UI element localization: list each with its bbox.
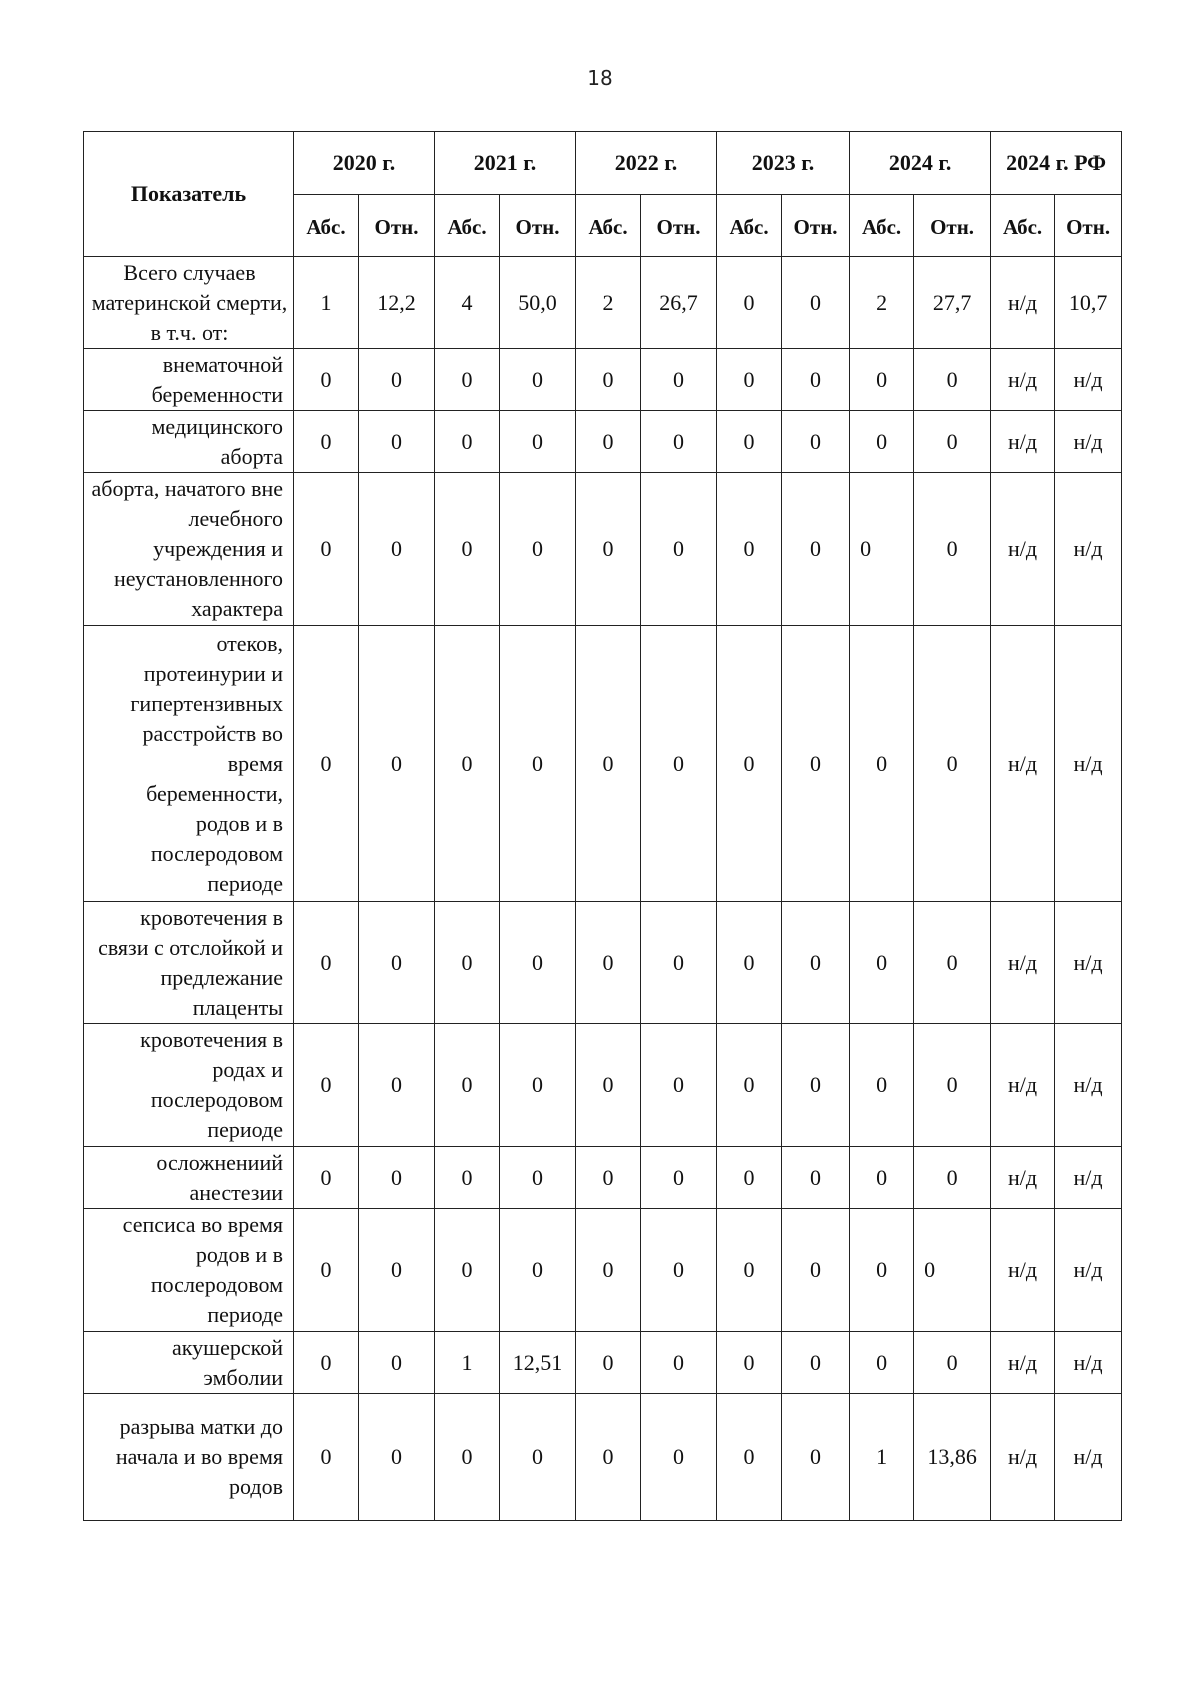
table-cell: 0 [500, 626, 576, 902]
table-cell: 0 [782, 1332, 850, 1394]
table-cell: н/д [991, 349, 1055, 411]
table-cell: 0 [500, 1147, 576, 1209]
table-cell: 0 [717, 1394, 782, 1521]
table-cell: 0 [641, 1332, 717, 1394]
row-label: разрыва матки до начала и во время родов [84, 1394, 294, 1521]
table-cell: 0 [850, 902, 914, 1024]
table-cell: 0 [294, 1024, 359, 1147]
row-label: отеков, протеинурии и гипертензивных расстройств во время беременности, родов и в послеродовом периоде [84, 626, 294, 902]
table-cell: 0 [914, 473, 991, 626]
table-cell: 0 [500, 411, 576, 473]
table-cell: 1 [294, 257, 359, 349]
table-cell: 0 [435, 473, 500, 626]
table-cell: н/д [991, 473, 1055, 626]
table-cell: н/д [1055, 902, 1122, 1024]
table-row [84, 1209, 1122, 1332]
table-cell: 0 [850, 473, 914, 626]
table-cell: 0 [359, 349, 435, 411]
table-cell: 0 [717, 1332, 782, 1394]
table-cell: 0 [782, 411, 850, 473]
table-cell: 0 [850, 1332, 914, 1394]
subheader-abs: Абс. [435, 195, 500, 257]
table-cell: 0 [576, 1332, 641, 1394]
table-cell: 0 [500, 473, 576, 626]
table-cell: 0 [782, 473, 850, 626]
table-cell: 0 [576, 1147, 641, 1209]
table-cell: н/д [1055, 1209, 1122, 1332]
table-cell: 0 [294, 1209, 359, 1332]
table-cell: 0 [435, 1394, 500, 1521]
subheader-abs: Абс. [717, 195, 782, 257]
subheader-rel: Отн. [641, 195, 717, 257]
table-cell: 0 [914, 1209, 991, 1332]
table-cell: 0 [717, 257, 782, 349]
table-cell: 0 [576, 902, 641, 1024]
table-header-years [84, 132, 1122, 195]
row-label: внематочной беременности [84, 349, 294, 411]
table-cell: 0 [850, 1147, 914, 1209]
table-cell: 0 [294, 349, 359, 411]
table-cell: 0 [359, 473, 435, 626]
subheader-rel: Отн. [500, 195, 576, 257]
table-cell: 0 [294, 902, 359, 1024]
table-cell: 0 [576, 349, 641, 411]
table-cell: 0 [576, 1394, 641, 1521]
table-cell: 0 [641, 626, 717, 902]
table-cell: н/д [1055, 1147, 1122, 1209]
table-cell: 0 [914, 902, 991, 1024]
table-row [84, 411, 1122, 473]
table-cell: н/д [1055, 1024, 1122, 1147]
table-cell: 0 [359, 1394, 435, 1521]
table-cell: 0 [717, 473, 782, 626]
table-cell: 0 [359, 1332, 435, 1394]
table-cell: 0 [782, 349, 850, 411]
year-header: 2023 г. [717, 132, 850, 195]
table-cell: 0 [914, 1024, 991, 1147]
table-cell: 0 [850, 626, 914, 902]
table-cell: 0 [782, 1024, 850, 1147]
table-row [84, 1332, 1122, 1394]
table-cell: 0 [435, 1209, 500, 1332]
table-cell: 0 [435, 1147, 500, 1209]
table-cell: 0 [576, 1024, 641, 1147]
table-cell: 1 [850, 1394, 914, 1521]
table-cell: 0 [717, 902, 782, 1024]
table-cell: 0 [641, 1209, 717, 1332]
table-cell: н/д [1055, 1394, 1122, 1521]
table-cell: 0 [850, 349, 914, 411]
table-cell: 0 [576, 1209, 641, 1332]
table-cell: 0 [500, 349, 576, 411]
table-cell: 0 [294, 411, 359, 473]
table-cell: 0 [914, 411, 991, 473]
table-cell: н/д [1055, 411, 1122, 473]
maternal-mortality-table [83, 131, 1122, 1521]
table-row [84, 349, 1122, 411]
table-cell: 27,7 [914, 257, 991, 349]
table-cell: 0 [782, 1147, 850, 1209]
table-cell: 0 [435, 1024, 500, 1147]
table-cell: н/д [991, 1147, 1055, 1209]
row-label: медицинского аборта [84, 411, 294, 473]
subheader-abs: Абс. [991, 195, 1055, 257]
table-cell: 0 [576, 473, 641, 626]
table-cell: 0 [359, 902, 435, 1024]
year-header: 2020 г. [294, 132, 435, 195]
table-cell: 0 [576, 411, 641, 473]
row-label: сепсиса во время родов и в послеродовом периоде [84, 1209, 294, 1332]
year-header: 2022 г. [576, 132, 717, 195]
table-cell: н/д [1055, 473, 1122, 626]
table-cell: 0 [850, 1209, 914, 1332]
row-label: кровотечения в родах и послеродовом периоде [84, 1024, 294, 1147]
table-cell: 2 [850, 257, 914, 349]
table-cell: н/д [1055, 349, 1122, 411]
table-cell: 0 [914, 1147, 991, 1209]
table-cell: 0 [717, 626, 782, 902]
table-cell: 0 [435, 626, 500, 902]
table-row [84, 257, 1122, 349]
table-cell: 12,51 [500, 1332, 576, 1394]
table-cell: н/д [991, 257, 1055, 349]
subheader-abs: Абс. [576, 195, 641, 257]
table-cell: 0 [359, 626, 435, 902]
table-cell: 0 [294, 626, 359, 902]
table-cell: н/д [1055, 1332, 1122, 1394]
table-cell: 0 [435, 411, 500, 473]
table-cell: 0 [435, 902, 500, 1024]
table-cell: 0 [850, 1024, 914, 1147]
row-label: акушерской эмболии [84, 1332, 294, 1394]
table-cell: 0 [294, 1394, 359, 1521]
table-cell: 1 [435, 1332, 500, 1394]
table-cell: 0 [500, 1024, 576, 1147]
table-cell: 0 [500, 1209, 576, 1332]
table-cell: 0 [914, 349, 991, 411]
row-label: кровотечения в связи с отслойкой и предлежание плаценты [84, 902, 294, 1024]
table-cell: 0 [850, 411, 914, 473]
table-cell: 0 [641, 1147, 717, 1209]
table-cell: 0 [717, 349, 782, 411]
subheader-rel: Отн. [1055, 195, 1122, 257]
table-cell: 0 [500, 1394, 576, 1521]
table-cell: н/д [991, 1209, 1055, 1332]
table-cell: 0 [717, 1147, 782, 1209]
table-cell: н/д [991, 1332, 1055, 1394]
table-cell: н/д [991, 411, 1055, 473]
table-cell: 2 [576, 257, 641, 349]
table-cell: 0 [359, 1024, 435, 1147]
table-cell: 12,2 [359, 257, 435, 349]
indicator-header: Показатель [84, 132, 294, 257]
row-label: осложнениий анестезии [84, 1147, 294, 1209]
row-label: Всего случаев материнской смерти, в т.ч. от: [84, 257, 294, 349]
table-row [84, 473, 1122, 626]
table-cell: 0 [782, 902, 850, 1024]
table-cell: 0 [717, 411, 782, 473]
row-label: аборта, начатого вне лечебного учреждения и неустановленного характера [84, 473, 294, 626]
table-row [84, 626, 1122, 902]
subheader-rel: Отн. [782, 195, 850, 257]
table-cell: 0 [717, 1209, 782, 1332]
table-cell: н/д [991, 626, 1055, 902]
table-cell: 0 [359, 1147, 435, 1209]
table-cell: 0 [359, 1209, 435, 1332]
year-header: 2024 г. РФ [991, 132, 1122, 195]
subheader-rel: Отн. [359, 195, 435, 257]
table-row [84, 1394, 1122, 1521]
table-cell: 0 [641, 473, 717, 626]
table-cell: 26,7 [641, 257, 717, 349]
table-cell: 0 [914, 1332, 991, 1394]
table-cell: 0 [782, 257, 850, 349]
table-cell: 0 [294, 1147, 359, 1209]
page-number: 18 [587, 66, 613, 90]
year-header: 2021 г. [435, 132, 576, 195]
table-cell: 0 [359, 411, 435, 473]
table-row [84, 1024, 1122, 1147]
table-cell: 0 [294, 473, 359, 626]
table-cell: 50,0 [500, 257, 576, 349]
table-cell: 0 [641, 349, 717, 411]
table-cell: н/д [1055, 626, 1122, 902]
table-row [84, 902, 1122, 1024]
table-cell: н/д [991, 1024, 1055, 1147]
table-cell: 0 [641, 1024, 717, 1147]
table-cell: 0 [576, 626, 641, 902]
table-cell: н/д [991, 902, 1055, 1024]
subheader-rel: Отн. [914, 195, 991, 257]
table-cell: 0 [782, 1209, 850, 1332]
table-cell: н/д [991, 1394, 1055, 1521]
table-cell: 0 [641, 1394, 717, 1521]
table-cell: 13,86 [914, 1394, 991, 1521]
table-row [84, 1147, 1122, 1209]
table-cell: 0 [641, 902, 717, 1024]
year-header: 2024 г. [850, 132, 991, 195]
subheader-abs: Абс. [850, 195, 914, 257]
table-cell: 0 [435, 349, 500, 411]
table-cell: 0 [500, 902, 576, 1024]
table-cell: 4 [435, 257, 500, 349]
table-cell: 0 [914, 626, 991, 902]
table-cell: 10,7 [1055, 257, 1122, 349]
table-cell: 0 [717, 1024, 782, 1147]
subheader-abs: Абс. [294, 195, 359, 257]
table-cell: 0 [782, 626, 850, 902]
table-cell: 0 [782, 1394, 850, 1521]
table-cell: 0 [294, 1332, 359, 1394]
table-cell: 0 [641, 411, 717, 473]
